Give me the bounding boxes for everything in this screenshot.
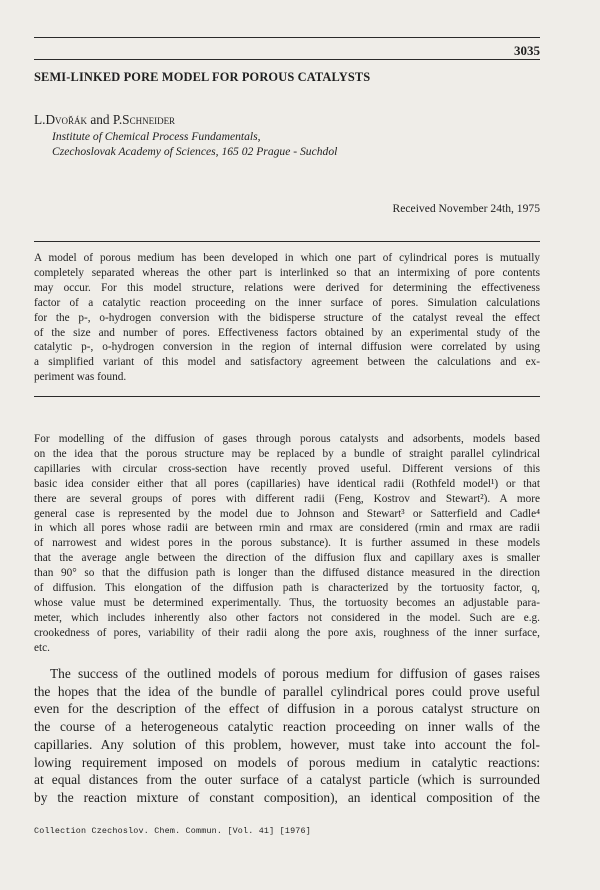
intro-line: For modelling of the diffusion of gases through porous catalysts and adsorbents, models based	[34, 433, 540, 445]
abstract-top-rule	[34, 241, 540, 242]
intro-line: than 90° so that the diffusion path is longer than the diffused distance measured in the direction	[34, 567, 540, 580]
abstract-line: may occur. For this model structure, relations were derived for determining the effectiveness	[34, 281, 540, 294]
intro-line: in which all pores whose radii are between rmin and rmax are considered (rmin and rmax are radii	[34, 522, 540, 535]
abstract-line: periment was found.	[34, 371, 127, 384]
body-line: capillaries. Any solution of this problem, however, must take into account the fol-	[34, 736, 540, 752]
top-rule	[34, 37, 540, 38]
affiliation-line: Czechoslovak Academy of Sciences, 165 02 Prague - Suchdol	[52, 145, 338, 158]
intro-line: crookedness of pores, variability of their radii along the pore axis, roughness of the inner surface,	[34, 626, 540, 639]
author-list	[34, 112, 175, 128]
page-number: 3035	[514, 43, 540, 58]
abstract-line: factor of a catalytic reaction proceeding on the inner surface of pores. Simulation calculations	[34, 296, 540, 309]
abstract-bottom-rule	[34, 396, 540, 397]
author2-initial: P.	[112, 112, 123, 127]
abstract-line: for the p-, o-hydrogen conversion with the bidisperse structure of the catalyst reveal the effect	[34, 311, 540, 324]
intro-line: whose value must be determined experimentally. Thus, the tortuosity becomes an adjustable para-	[34, 596, 540, 609]
abstract-line: A model of porous medium has been developed in which one part of cylindrical pores is mutually	[34, 252, 540, 264]
abstract-line: of the size and number of pores. Effectiveness factors obtained by an experimental study of the	[34, 326, 540, 339]
abstract	[34, 251, 540, 385]
abstract-line: a simplified variant of this model and satisfactory agreement between the calculations and ex-	[34, 356, 540, 369]
body-line: even for the description of the effect of diffusion in a porous catalyst structure on	[34, 701, 540, 717]
article-title: SEMI-LINKED PORE MODEL FOR POROUS CATALYSTS	[34, 70, 371, 84]
author2-name: Schneider	[122, 112, 176, 127]
abstract-line: catalytic p-, o-hydrogen conversion in the region of internal diffusion were correlated by using	[34, 341, 540, 354]
abstract-line: completely separated whereas the other part is interlinked so that an intermixing of pore contents	[34, 266, 540, 279]
intro-line: on the idea that the porous structure may be replaced by a bundle of straight parallel cylindrical	[34, 447, 540, 460]
body-line: the course of a heterogeneous catalytic reaction proceeding on inner walls of the	[34, 719, 540, 735]
author-conjunction: and	[87, 112, 113, 127]
intro-paragraph	[34, 432, 540, 656]
author1-name: Dvořák	[45, 112, 88, 127]
intro-line: there are several groups of pores with different radii (Feng, Kostrov and Stewart²). A more	[34, 492, 540, 505]
received-date: Received November 24th, 1975	[392, 202, 540, 215]
header-rule	[34, 59, 540, 60]
body-line: at equal distances from the outer surface of a catalyst particle (which is surrounded	[34, 772, 540, 788]
body-line: The success of the outlined models of porous medium for diffusion of gases raises	[50, 666, 540, 681]
body-paragraph	[34, 665, 540, 807]
affiliation	[52, 129, 337, 159]
body-line: lowing requirement imposed on models of porous medium in catalytic reactions:	[34, 754, 540, 770]
affiliation-line: Institute of Chemical Process Fundamentals,	[52, 130, 261, 143]
intro-line: of diffusion. This elongation of the diffusion path is characterized by the tortuosity factor, q,	[34, 582, 540, 595]
author1-initial: L.	[34, 112, 46, 127]
intro-line: basic idea consider either that all pores (capillaries) have identical radii (Rothfeld model¹) or that	[34, 477, 540, 490]
journal-footer: Collection Czechoslov. Chem. Commun. [Vol. 41] [1976]	[34, 826, 311, 836]
intro-line: etc.	[34, 641, 50, 654]
intro-line: of narrowest and widest pores in the porous substance). It is further assumed in these models	[34, 537, 540, 550]
body-line: by the reaction mixture of constant composition), an identical composition of the	[34, 789, 540, 805]
intro-line: that the average angle between the direction of the diffusion flux and capillary axes is smaller	[34, 552, 540, 565]
intro-line: meter, which includes inherently also other factors not considered in the model. Such are e.g.	[34, 611, 540, 624]
intro-line: general case is represented by the model due to Johnson and Stewart³ or Satterfield and Cadle⁴	[34, 507, 540, 520]
body-line: the hopes that the idea of the bundle of parallel cylindrical pores could prove useful	[34, 683, 540, 699]
intro-line: capillaries with circular cross-section have recently proved useful. Different versions of this	[34, 462, 540, 475]
